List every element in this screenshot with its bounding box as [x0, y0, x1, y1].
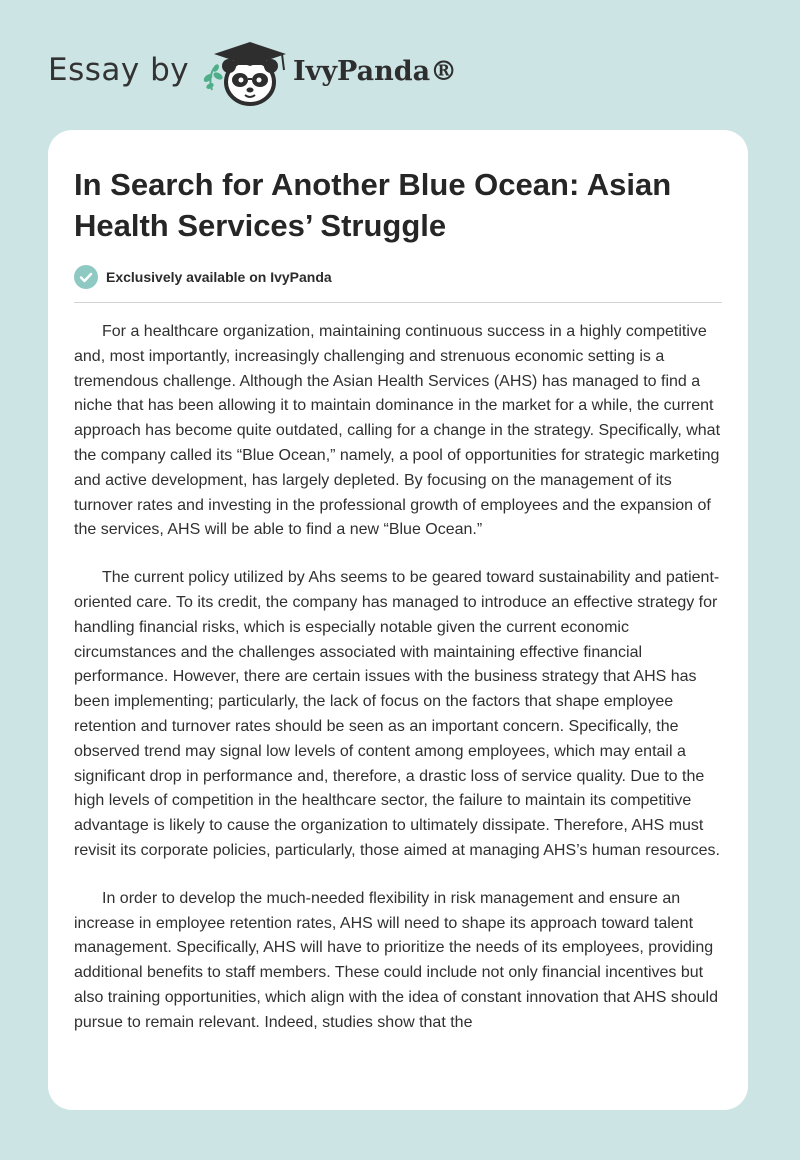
- paragraph: The current policy utilized by Ahs seems to be geared toward sustainability and patient-oriented care. To its credit, the company has managed to introduce an effective strategy for handling financial risks, which is especially notable given the current economic circumstances and the challenges associated with maintaining effective financial performance. However, there are certain issues with the business strategy that AHS has been implementing; particularly, the lack of focus on the factors that shape employee retention and turnover rates should be seen as an important concern. Specifically, the observed trend may signal low levels of content among employees, which may entail a significant drop in performance and, therefore, a drastic loss of service quality. Due to the high levels of competition in the healthcare sector, the failure to maintain its competitive advantage is likely to cause the organization to ultimately dissipate. Therefore, AHS must revisit its corporate policies, particularly, those aimed at managing AHS’s human resources.: [74, 569, 720, 859]
- essay-body: [74, 320, 726, 1059]
- exclusive-badge: [74, 264, 332, 290]
- essay-card: [48, 130, 748, 1110]
- paragraph: For a healthcare organization, maintaining continuous success in a highly competitive and, most importantly, increasingly challenging and strenuous economic setting is a tremendous challenge. Although the Asian Health Services (AHS) has managed to find a niche that has been allowing it to maintain dominance in the market for a while, the current approach has become quite outdated, calling for a change in the strategy. Specifically, what the company called its “Blue Ocean,” namely, a pool of opportunities for strategic marketing and active development, has largely depleted. By focusing on the management of its turnover rates and investing in the professional growth of employees and the expansion of the services, AHS will be able to find a new “Blue Ocean.”: [74, 323, 721, 539]
- paragraph: In order to develop the much-needed flexibility in risk management and ensure an increase in employee retention rates, AHS will need to shape its approach toward talent management. Specifically, AHS will have to prioritize the needs of its employees, providing additional benefits to staff members. These could include not only financial incentives but also training opportunities, which align with the idea of constant innovation that AHS should pursue to remain relevant. Indeed, studies show that the: [74, 889, 718, 1031]
- exclusive-label: Exclusively available on IvyPanda: [106, 269, 332, 285]
- page-title: In Search for Another Blue Ocean: Asian Health Services’ Struggle: [74, 167, 672, 243]
- brand-name[interactable]: IvyPanda®: [293, 56, 458, 87]
- essay-by-label: Essay by: [48, 52, 190, 88]
- check-circle-icon: [74, 265, 98, 289]
- panda-graduate-icon[interactable]: [200, 38, 292, 108]
- divider: [74, 302, 722, 303]
- site-header: [0, 0, 800, 130]
